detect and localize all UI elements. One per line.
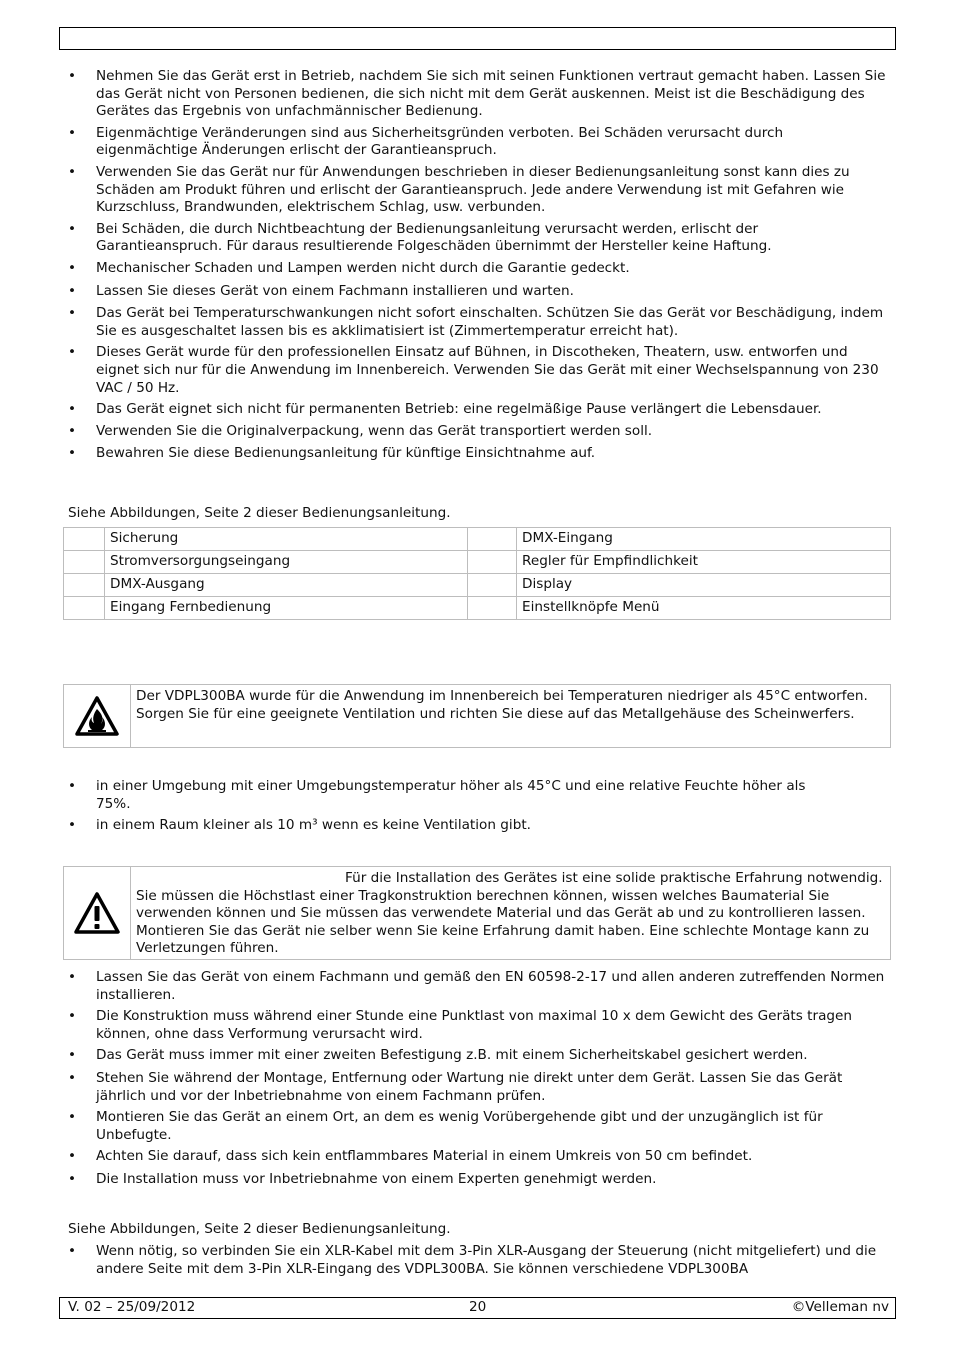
list-item: • Bei Schäden, die durch Nichtbeachtung der Bedienungsanleitung verursacht werden, erlischt der Garantieanspruch. Für daraus resultierende Folgeschäden übernimmt der Hersteller keine Haftung.: [68, 221, 888, 256]
fire-note-box: [63, 684, 891, 748]
list-item: • Das Gerät eignet sich nicht für permanenten Betrieb: eine regelmäßige Pause verlängert die Lebensdauer.: [68, 401, 888, 419]
table-row: [64, 528, 891, 551]
table-row: [64, 574, 891, 597]
list-item: • Dieses Gerät wurde für den professionellen Einsatz auf Bühnen, in Discotheken, Theatern, usw. entworfen und eignet sich nur für die Anwendung im Innenbereich. Verwenden Sie das Gerät mit einer Wechselspannung von 230 VAC / 50 Hz.: [68, 344, 888, 397]
page-header-box: [59, 27, 896, 50]
list-item: • Bewahren Sie diese Bedienungsanleitung für künftige Einsichtnahme auf.: [68, 445, 888, 463]
install-warning-box: [63, 866, 891, 960]
list-item: • in einem Raum kleiner als 10 m³ wenn es keine Ventilation gibt.: [68, 817, 888, 835]
list-item: • Das Gerät bei Temperaturschwankungen nicht sofort einschalten. Schützen Sie das Gerät vor Beschädigung, indem Sie es ausgeschaltet lassen bis es akklimatisiert ist (Zimmertemperatur erreicht hat).: [68, 305, 888, 340]
parts-table: [63, 527, 891, 620]
connection-list: [68, 1243, 888, 1278]
list-item: • Das Gerät muss immer mit einer zweiten Befestigung z.B. mit einem Sicherheitskabel gesichert werden.: [68, 1047, 888, 1065]
list-item: • Nehmen Sie das Gerät erst in Betrieb, nachdem Sie sich mit seinen Funktionen vertraut gemacht haben. Lassen Sie das Gerät nicht von Personen bedienen, die sich nicht mit dem Gerät auskennen. Meist ist die Beschädigung des Gerätes das Ergebnis von unfachmännischer Bedienung.: [68, 68, 888, 121]
list-item: • Lassen Sie dieses Gerät von einem Fachmann installieren und warten.: [68, 283, 888, 301]
footer-brand: ©Velleman nv: [791, 1299, 889, 1315]
table-cell: Display: [517, 574, 891, 597]
footer-version: V. 02 – 25/09/2012: [68, 1299, 196, 1315]
flammable-warning-icon: [75, 696, 119, 736]
list-item: • Die Installation muss vor Inbetriebnahme von einem Experten genehmigt werden.: [68, 1171, 888, 1189]
table-cell: DMX-Eingang: [517, 528, 891, 551]
general-safety-list: [68, 68, 888, 463]
list-item: • Eigenmächtige Veränderungen sind aus Sicherheitsgründen verboten. Bei Schäden verursacht durch eigenmächtige Änderungen erlischt der Garantieanspruch.: [68, 125, 888, 160]
install-warning-text: Für die Installation des Gerätes ist eine solide praktische Erfahrung notwendig. Sie müssen die Höchstlast einer Tragkonstruktion berechnen können, wissen welches Baumaterial Sie verwenden können und Sie müssen das verwendete Material und das Gerät ab und zu kontrollieren lassen. Montieren Sie das Gerät nie selber wenn Sie keine Erfahrung damit haben. Eine schlechte Montage kann zu Verletzungen führen.: [136, 870, 883, 957]
table-cell: DMX-Ausgang: [105, 574, 468, 597]
connection-reference: Siehe Abbildungen, Seite 2 dieser Bedienungsanleitung.: [68, 1221, 451, 1237]
list-item: • Lassen Sie das Gerät von einem Fachmann und gemäß den EN 60598-2-17 und allen anderen zutreffenden Normen installieren.: [68, 969, 888, 1004]
installation-list: [68, 969, 888, 1189]
footer-page-number: 20: [469, 1299, 487, 1315]
overview-reference: Siehe Abbildungen, Seite 2 dieser Bedienungsanleitung.: [68, 505, 451, 521]
page-footer: [59, 1297, 896, 1319]
fire-note-text: Der VDPL300BA wurde für die Anwendung im Innenbereich bei Temperaturen niedriger als 45°C entworfen. Sorgen Sie für eine geeignete Ventilation und richten Sie diese auf das Metallgehäuse des Scheinwerfers.: [136, 688, 868, 722]
table-cell: Einstellknöpfe Menü: [517, 597, 891, 620]
table-cell: Stromversorgungseingang: [105, 551, 468, 574]
list-item: • Die Konstruktion muss während einer Stunde eine Punktlast von maximal 10 x dem Gewicht des Geräts tragen können, ohne dass Verformung verursacht wird.: [68, 1008, 888, 1043]
list-item: • Mechanischer Schaden und Lampen werden nicht durch die Garantie gedeckt.: [68, 260, 888, 278]
table-row: [64, 551, 891, 574]
list-item: • Verwenden Sie die Originalverpackung, wenn das Gerät transportiert werden soll.: [68, 423, 888, 441]
table-cell: Sicherung: [105, 528, 468, 551]
table-cell: Regler für Empfindlichkeit: [517, 551, 891, 574]
exclamation-warning-icon: [74, 891, 120, 935]
table-row: [64, 597, 891, 620]
table-cell: Eingang Fernbedienung: [105, 597, 468, 620]
list-item: • Montieren Sie das Gerät an einem Ort, an dem es wenig Vorübergehende gibt und der unzugänglich ist für Unbefugte.: [68, 1109, 888, 1144]
list-item: • Stehen Sie während der Montage, Entfernung oder Wartung nie direkt unter dem Gerät. Lassen Sie das Gerät jährlich und vor der Inbetriebnahme von einem Fachmann prüfen.: [68, 1070, 888, 1105]
list-item: • in einer Umgebung mit einer Umgebungstemperatur höher als 45°C und eine relative Feuchte höher als 75%.: [68, 778, 888, 813]
list-item: • Verwenden Sie das Gerät nur für Anwendungen beschrieben in dieser Bedienungsanleitung sonst kann dies zu Schäden am Produkt führen und erlischt der Garantieanspruch. Jede andere Verwendung ist mit Gefahren wie Kurzschluss, Brandwunden, elektrischem Schlag, usw. verbunden.: [68, 164, 888, 217]
environment-list: [68, 778, 888, 835]
list-item: • Achten Sie darauf, dass sich kein entflammbares Material in einem Umkreis von 50 cm befindet.: [68, 1148, 888, 1166]
list-item: • Wenn nötig, so verbinden Sie ein XLR-Kabel mit dem 3-Pin XLR-Ausgang der Steuerung (nicht mitgeliefert) und die andere Seite mit dem 3-Pin XLR-Eingang des VDPL300BA. Sie können verschiedene VDPL300BA: [68, 1243, 888, 1278]
